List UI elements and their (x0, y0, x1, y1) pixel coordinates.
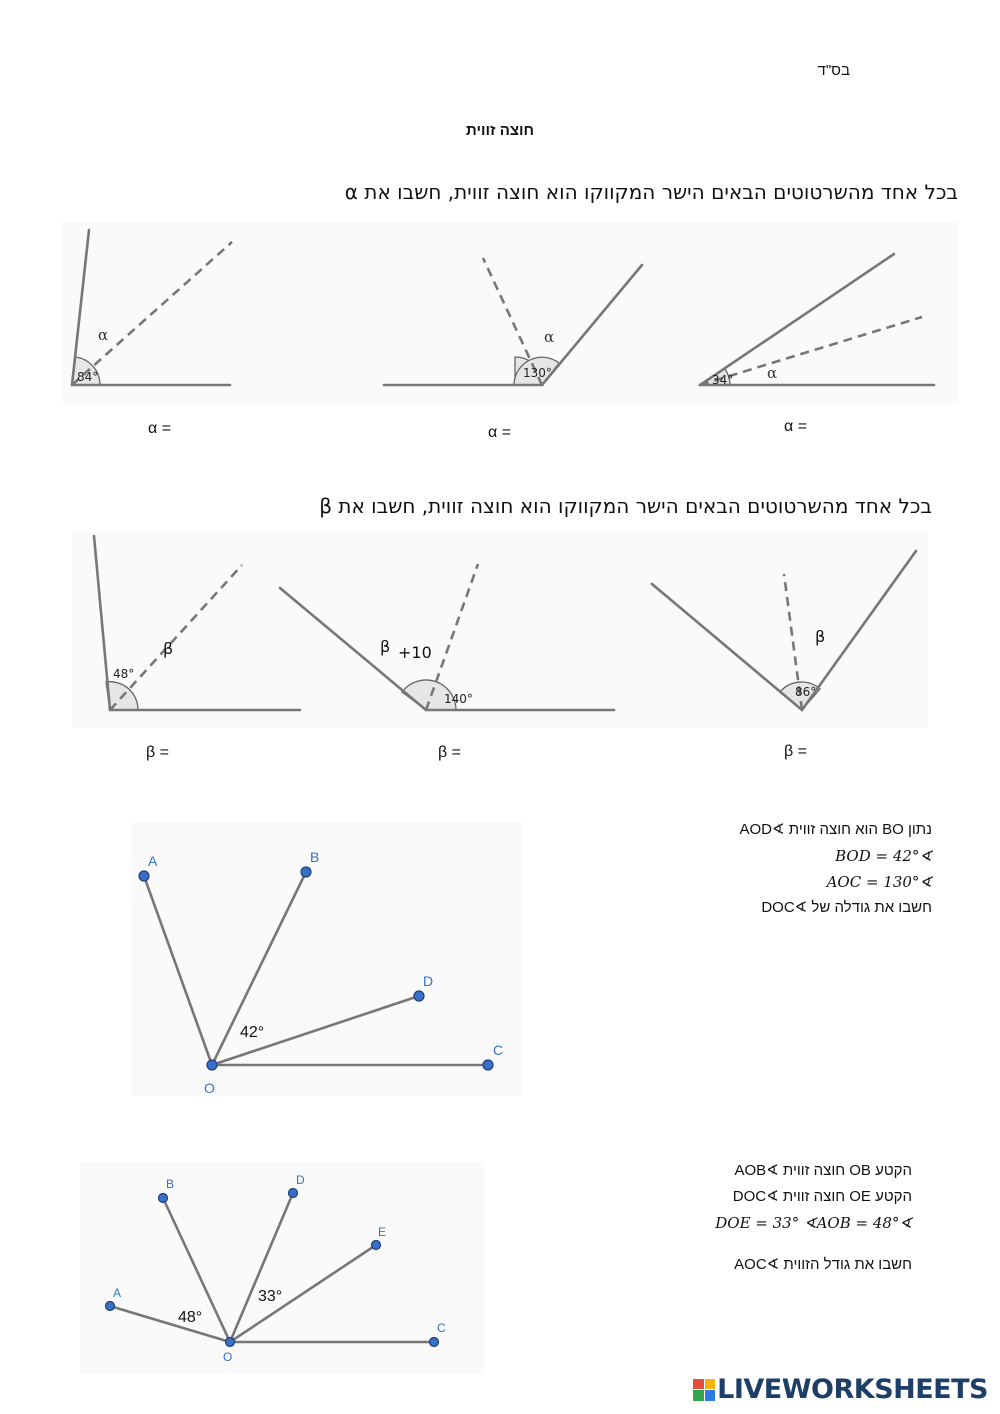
bisector-line (426, 564, 478, 710)
figure-beta-86 (652, 551, 916, 710)
problem3-given (572, 817, 932, 921)
angle-label: 84° (77, 370, 99, 384)
label-B: B (166, 1177, 175, 1191)
problem4-line-2: הקטע OE חוצה זווית ∢DOC (732, 1188, 912, 1205)
angle-label: 130° (523, 366, 552, 380)
problem4-line-3: ∢DOE = 33° ∢AOB = 48° (715, 1214, 912, 1232)
beta-label: β (815, 627, 826, 646)
bisector-line (72, 242, 232, 385)
label-D: D (296, 1173, 305, 1187)
answer-alpha-1[interactable]: α = (148, 420, 172, 437)
label-E: E (378, 1225, 387, 1239)
ray-left (652, 584, 802, 710)
answer-beta-3[interactable]: β = (784, 743, 807, 760)
alpha-label: α (98, 326, 109, 344)
figure-alpha-130 (384, 258, 642, 385)
label-A: A (113, 1286, 122, 1300)
figure-alpha-84 (72, 230, 232, 385)
problem3-figure (132, 822, 522, 1096)
bisector-line (700, 317, 922, 385)
header-bsd: בס"ד (817, 62, 850, 79)
figure-beta-140 (280, 564, 614, 710)
angle-label: 140° (444, 692, 473, 706)
ray-side (94, 536, 110, 710)
point-A (106, 1302, 115, 1311)
ray-side (542, 265, 642, 385)
angle-label: 48° (113, 667, 135, 681)
label-D: D (423, 973, 434, 989)
logo-grid-icon (693, 1379, 715, 1401)
segment-OA (110, 1306, 230, 1342)
label-O: O (204, 1080, 215, 1096)
answer-alpha-2[interactable]: α = (488, 424, 512, 441)
label-O: O (223, 1350, 233, 1364)
bisector-line (110, 565, 242, 710)
point-D (289, 1189, 298, 1198)
point-O (207, 1060, 217, 1070)
label-B: B (310, 849, 320, 865)
problem4-line-4: חשבו את גודל הזווית ∢AOC (734, 1256, 912, 1273)
problem4-given (532, 1158, 912, 1278)
label-A: A (148, 853, 158, 869)
angle-label: 34° (712, 373, 734, 387)
segment-OA (144, 876, 212, 1065)
alpha-label: α (544, 328, 555, 346)
problem3-line-3: ∢AOC = 130° (826, 873, 932, 891)
section2-instruction: בכל אחד מהשרטוטים הבאים הישר המקווקו הוא חוצה זווית, חשבו את β (319, 494, 932, 518)
angle-33-label: 33° (258, 1288, 283, 1305)
point-C (483, 1060, 493, 1070)
point-E (372, 1241, 381, 1250)
point-O (226, 1338, 235, 1347)
angle-42-label: 42° (240, 1024, 265, 1041)
answer-beta-1[interactable]: β = (146, 744, 169, 761)
section1-figures (62, 222, 958, 404)
point-B (159, 1194, 168, 1203)
section2-figures (72, 532, 928, 728)
figure-beta-48 (94, 536, 300, 710)
logo-text: LIVEWORKSHEETS (717, 1374, 988, 1405)
plus-ten-label: +10 (398, 643, 432, 662)
problem4-line-1: הקטע OB חוצה זווית ∢AOB (734, 1162, 912, 1179)
point-B (301, 867, 311, 877)
section1-instruction: בכל אחד מהשרטוטים הבאים הישר המקווקו הוא חוצה זווית, חשבו את α (344, 180, 958, 204)
answer-beta-2[interactable]: β = (438, 744, 461, 761)
answer-alpha-3[interactable]: α = (784, 418, 808, 435)
label-C: C (437, 1321, 446, 1335)
alpha-label: α (767, 364, 778, 382)
point-D (414, 991, 424, 1001)
liveworksheets-logo (693, 1374, 988, 1405)
beta-label: β (380, 637, 391, 656)
problem3-line-1: נתון BO הוא חוצה זווית ∢AOD (739, 821, 932, 838)
problem4-figure (80, 1162, 484, 1374)
angle-48-label: 48° (178, 1309, 203, 1326)
label-C: C (493, 1042, 504, 1058)
point-C (430, 1338, 439, 1347)
page-title: חוצה זווית (466, 122, 534, 139)
figure-alpha-34 (700, 254, 934, 387)
beta-label: β (163, 639, 174, 658)
problem3-line-4: חשבו את גודלה של ∢DOC (761, 899, 932, 916)
point-A (139, 871, 149, 881)
problem3-line-2: ∢BOD = 42° (835, 847, 932, 865)
angle-label: 86° (795, 685, 817, 699)
ray-side (700, 254, 894, 385)
